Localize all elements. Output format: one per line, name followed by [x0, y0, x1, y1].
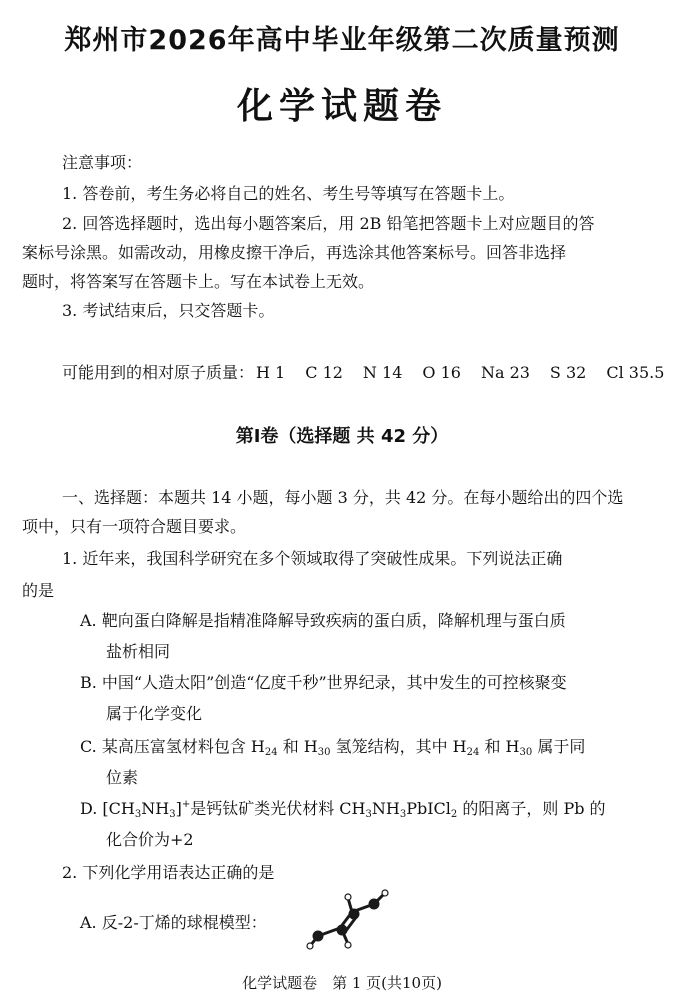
carbon-atom: [369, 899, 380, 910]
question-1-option-d-line-1: D. $[CH_3NH_3]^+$是钙钛矿类光伏材料 $CH_3NH_3PbICl_2$ 的阳离子，则 Pb 的: [80, 799, 606, 820]
question-1-option-a-line-2: 盐析相同: [106, 642, 171, 661]
trans-2-butene-ball-stick-model: [302, 884, 392, 954]
notice-item-1: 1. 答卷前，考生务必将自己的姓名、考生号等填写在答题卡上。: [62, 184, 515, 203]
question-1-option-c-line-1: C. 某高压富氢材料包含 $H_{24}$ 和 $H_{30}$ 氢笼结构，其中 $H_{24}$ 和 $H_{30}$ 属于同: [80, 737, 586, 758]
notice-item-2-line-2: 案标号涂黑。如需改动，用橡皮擦干净后，再选涂其他答案标号。回答非选择: [22, 243, 567, 262]
question-1-option-a-line-1: A. 靶向蛋白降解是指精准降解导致疾病的蛋白质，降解机理与蛋白质: [80, 611, 566, 630]
question-1-option-b-line-2: 属于化学变化: [106, 704, 203, 723]
section-intro-line-2: 项中，只有一项符合题目要求。: [22, 517, 247, 536]
atomic-mass-item: O 16: [422, 363, 461, 382]
atomic-mass-item: Cl 35.5: [606, 363, 665, 382]
question-1-option-c-line-2: 位素: [106, 768, 139, 787]
section-heading: 第Ⅰ卷（选择题 共 42 分）: [235, 426, 449, 447]
hydrogen-atom: [307, 943, 313, 949]
subject-title: 化学试题卷: [236, 86, 447, 127]
page-footer: 化学试题卷 第 1 页(共10页): [242, 974, 442, 992]
notice-item-2-line-3: 题时，将答案写在答题卡上。写在本试卷上无效。: [22, 272, 375, 291]
question-1-option-d-line-2: 化合价为+2: [106, 830, 194, 849]
hydrogen-atom: [345, 894, 351, 900]
exam-title: 郑州市2026年高中毕业年级第二次质量预测: [64, 25, 620, 56]
carbon-atom: [337, 925, 348, 936]
carbon-atom: [349, 909, 360, 920]
atomic-mass-item: H 1: [256, 363, 286, 382]
notice-item-2-line-1: 2. 回答选择题时，选出每小题答案后，用 2B 铅笔把答题卡上对应题目的答: [62, 214, 595, 233]
question-1-stem-line-1: 1. 近年来，我国科学研究在多个领域取得了突破性成果。下列说法正确: [62, 549, 563, 568]
question-2-stem: 2. 下列化学用语表达正确的是: [62, 863, 275, 882]
atomic-masses-label: 可能用到的相对原子质量：: [62, 363, 255, 382]
notice-heading: 注意事项：: [62, 153, 143, 172]
atomic-masses: [62, 362, 664, 384]
question-1-option-b-line-1: B. 中国“人造太阳”创造“亿度千秒”世界纪录，其中发生的可控核聚变: [80, 673, 567, 692]
section-intro-line-1: 一、选择题：本题共 14 小题，每小题 3 分，共 42 分。在每小题给出的四个选: [62, 488, 624, 507]
carbon-atom: [313, 931, 324, 942]
question-2-option-a: A. 反-2-丁烯的球棍模型：: [80, 913, 267, 932]
atomic-mass-item: N 14: [362, 363, 403, 382]
atomic-mass-item: C 12: [305, 363, 343, 382]
atomic-mass-item: S 32: [549, 363, 587, 382]
question-1-stem-line-2: 的是: [22, 581, 55, 600]
hydrogen-atom: [382, 890, 388, 896]
notice-item-3: 3. 考试结束后，只交答题卡。: [62, 301, 275, 320]
atomic-mass-item: Na 23: [480, 363, 530, 382]
hydrogen-atom: [345, 942, 351, 948]
